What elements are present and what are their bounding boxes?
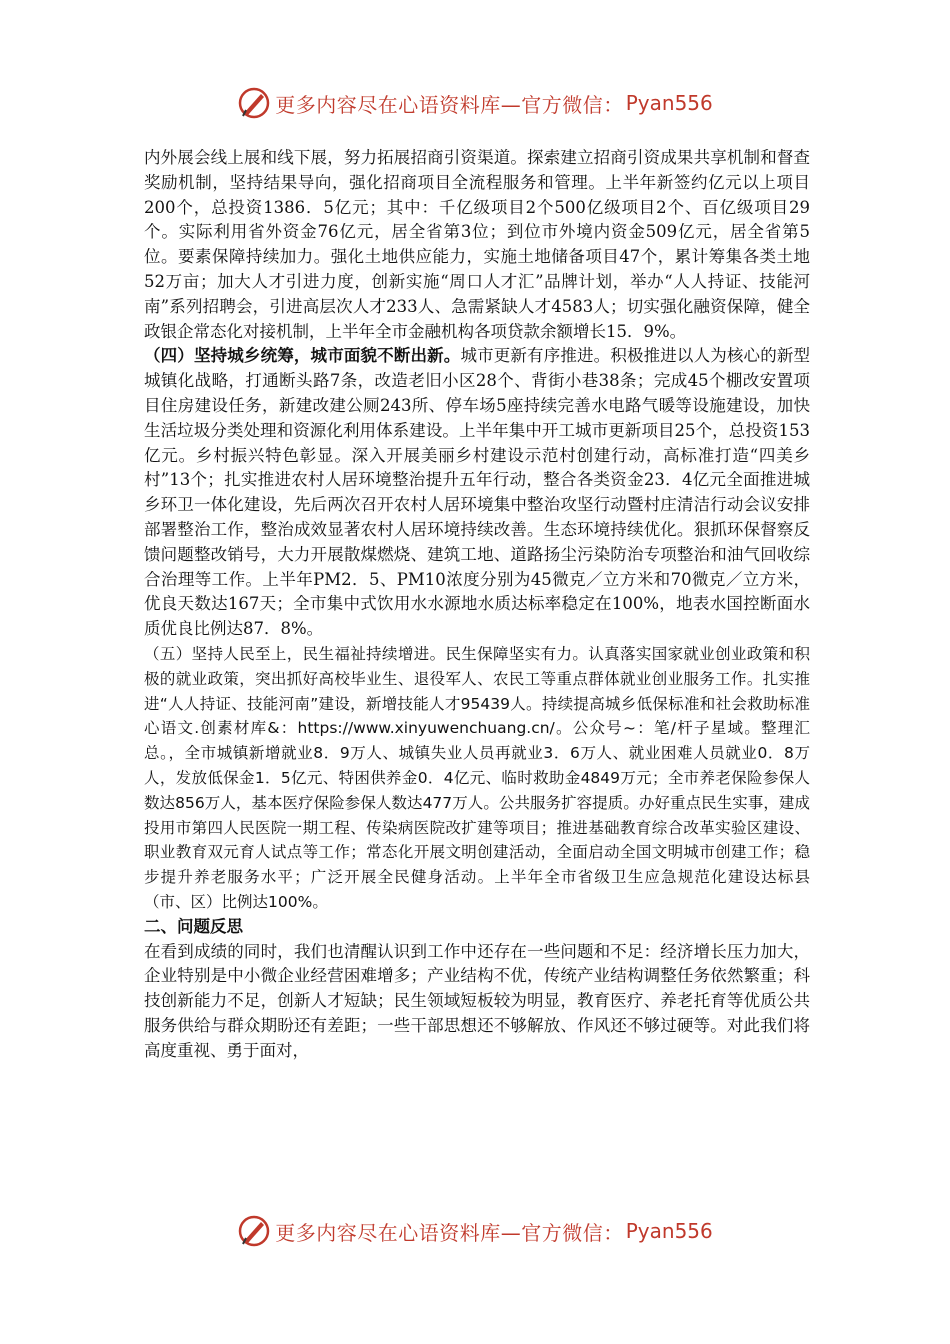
section-heading-problems: 二、问题反思 bbox=[144, 916, 243, 936]
watermark-text: 更多内容尽在心语资料库—官方微信： bbox=[275, 1220, 624, 1245]
section-four-lead: （四）坚持城乡统筹，城市面貌不断出新。 bbox=[144, 346, 461, 366]
pen-logo-icon bbox=[237, 86, 271, 120]
watermark-text: 更多内容尽在心语资料库—官方微信： bbox=[275, 92, 624, 117]
pen-logo-icon bbox=[237, 1214, 271, 1248]
wechat-id: Pyan556 bbox=[625, 91, 713, 115]
watermark-banner-bottom bbox=[0, 1211, 950, 1251]
wechat-id: Pyan556 bbox=[625, 1219, 713, 1243]
document-body bbox=[144, 146, 810, 1063]
paragraph-investment: 内外展会线上展和线下展，努力拓展招商引资渠道。探索建立招商引资成果共享机制和督查奖励机制，坚持结果导向，强化招商项目全流程服务和管理。上半年新签约亿元以上项目200个，总投资1386．5亿元；其中：千亿级项目2个500亿级项目2个、百亿级项目29个。实际利用省外资金76亿元，居全省第3位；到位市外境内资金509亿元，居全省第5位。要素保障持续加力。强化土地供应能力，实施土地储备项目47个，累计筹集各类土地52万亩；加大人才引进力度，创新实施“周口人才汇”品牌计划，举办“人人持证、技能河南”系列招聘会，引进高层次人才233人、急需紧缺人才4583人；切实强化融资保障，健全政银企常态化对接机制，上半年全市金融机构各项贷款余额增长15．9%。 bbox=[144, 148, 810, 341]
section-four-body: 城市更新有序推进。积极推进以人为核心的新型城镇化战略，打通断头路7条，改造老旧小区28个、背街小巷38条；完成45个棚改安置项目住房建设任务，新建改建公厕243所、停车场5座持续完善水电路气暖等设施建设，加快生活垃圾分类处理和资源化利用体系建设。上半年集中开工城市更新项目25个，总投资153亿元。乡村振兴特色彰显。深入开展美丽乡村建设示范村创建行动，高标准打造“四美乡村”13个；扎实推进农村人居环境整治提升五年行动，整合各类资金23．4亿元全面推进城乡环卫一体化建设，先后两次召开农村人居环境集中整治攻坚行动暨村庄清洁行动会议安排部署整治工作，整治成效显著农村人居环境持续改善。生态环境持续优化。狠抓环保督察反馈问题整改销号，大力开展散煤燃烧、建筑工地、道路扬尘污染防治专项整治和油气回收综合治理等工作。上半年PM2．5、PM10浓度分别为45微克／立方米和70微克／立方米，优良天数达167天；全市集中式饮用水水源地水质达标率稳定在100%，地表水国控断面水质优良比例达87．8%。 bbox=[144, 346, 811, 639]
paragraph-problems: 在看到成绩的同时，我们也清醒认识到工作中还存在一些问题和不足：经济增长压力加大，企业特别是中小微企业经营困难增多；产业结构不优，传统产业结构调整任务依然繁重；科技创新能力不足，创新人才短缺；民生领域短板较为明显，教育医疗、养老托育等优质公共服务供给与群众期盼还有差距；一些干部思想还不够解放、作风还不够过硬等。对此我们将高度重视、勇于面对， bbox=[144, 941, 810, 1060]
paragraph-livelihood: （五）坚持人民至上，民生福祉持续增进。民生保障坚实有力。认真落实国家就业创业政策和积极的就业政策，突出抓好高校毕业生、退役军人、农民工等重点群体就业创业服务工作。扎实推进“人人持证、技能河南”建设，新增技能人才95439人。持续提高城乡低保标准和社会救助标准心语文.创素材库&：https://www.xinyuwenchuang.cn/。公众号~：笔/杆子星域。整理汇总。，全市城镇新增就业8．9万人、城镇失业人员再就业3．6万人、就业困难人员就业0．8万人，发放低保金1．5亿元、特困供养金0．4亿元、临时救助金4849万元；全市养老保险参保人数达856万人，基本医疗保险参保人数达477万人。公共服务扩容提质。办好重点民生实事，建成投用市第四人民医院一期工程、传染病医院改扩建等项目；推进基础教育综合改革实验区建设、职业教育双元育人试点等工作；常态化开展文明创建活动，全面启动全国文明城市创建工作；稳步提升养老服务水平；广泛开展全民健身活动。上半年全市省级卫生应急规范化建设达标县（市、区）比例达100%。 bbox=[144, 644, 810, 911]
paragraph-urban-rural bbox=[144, 344, 810, 642]
watermark-banner-top bbox=[0, 83, 950, 123]
